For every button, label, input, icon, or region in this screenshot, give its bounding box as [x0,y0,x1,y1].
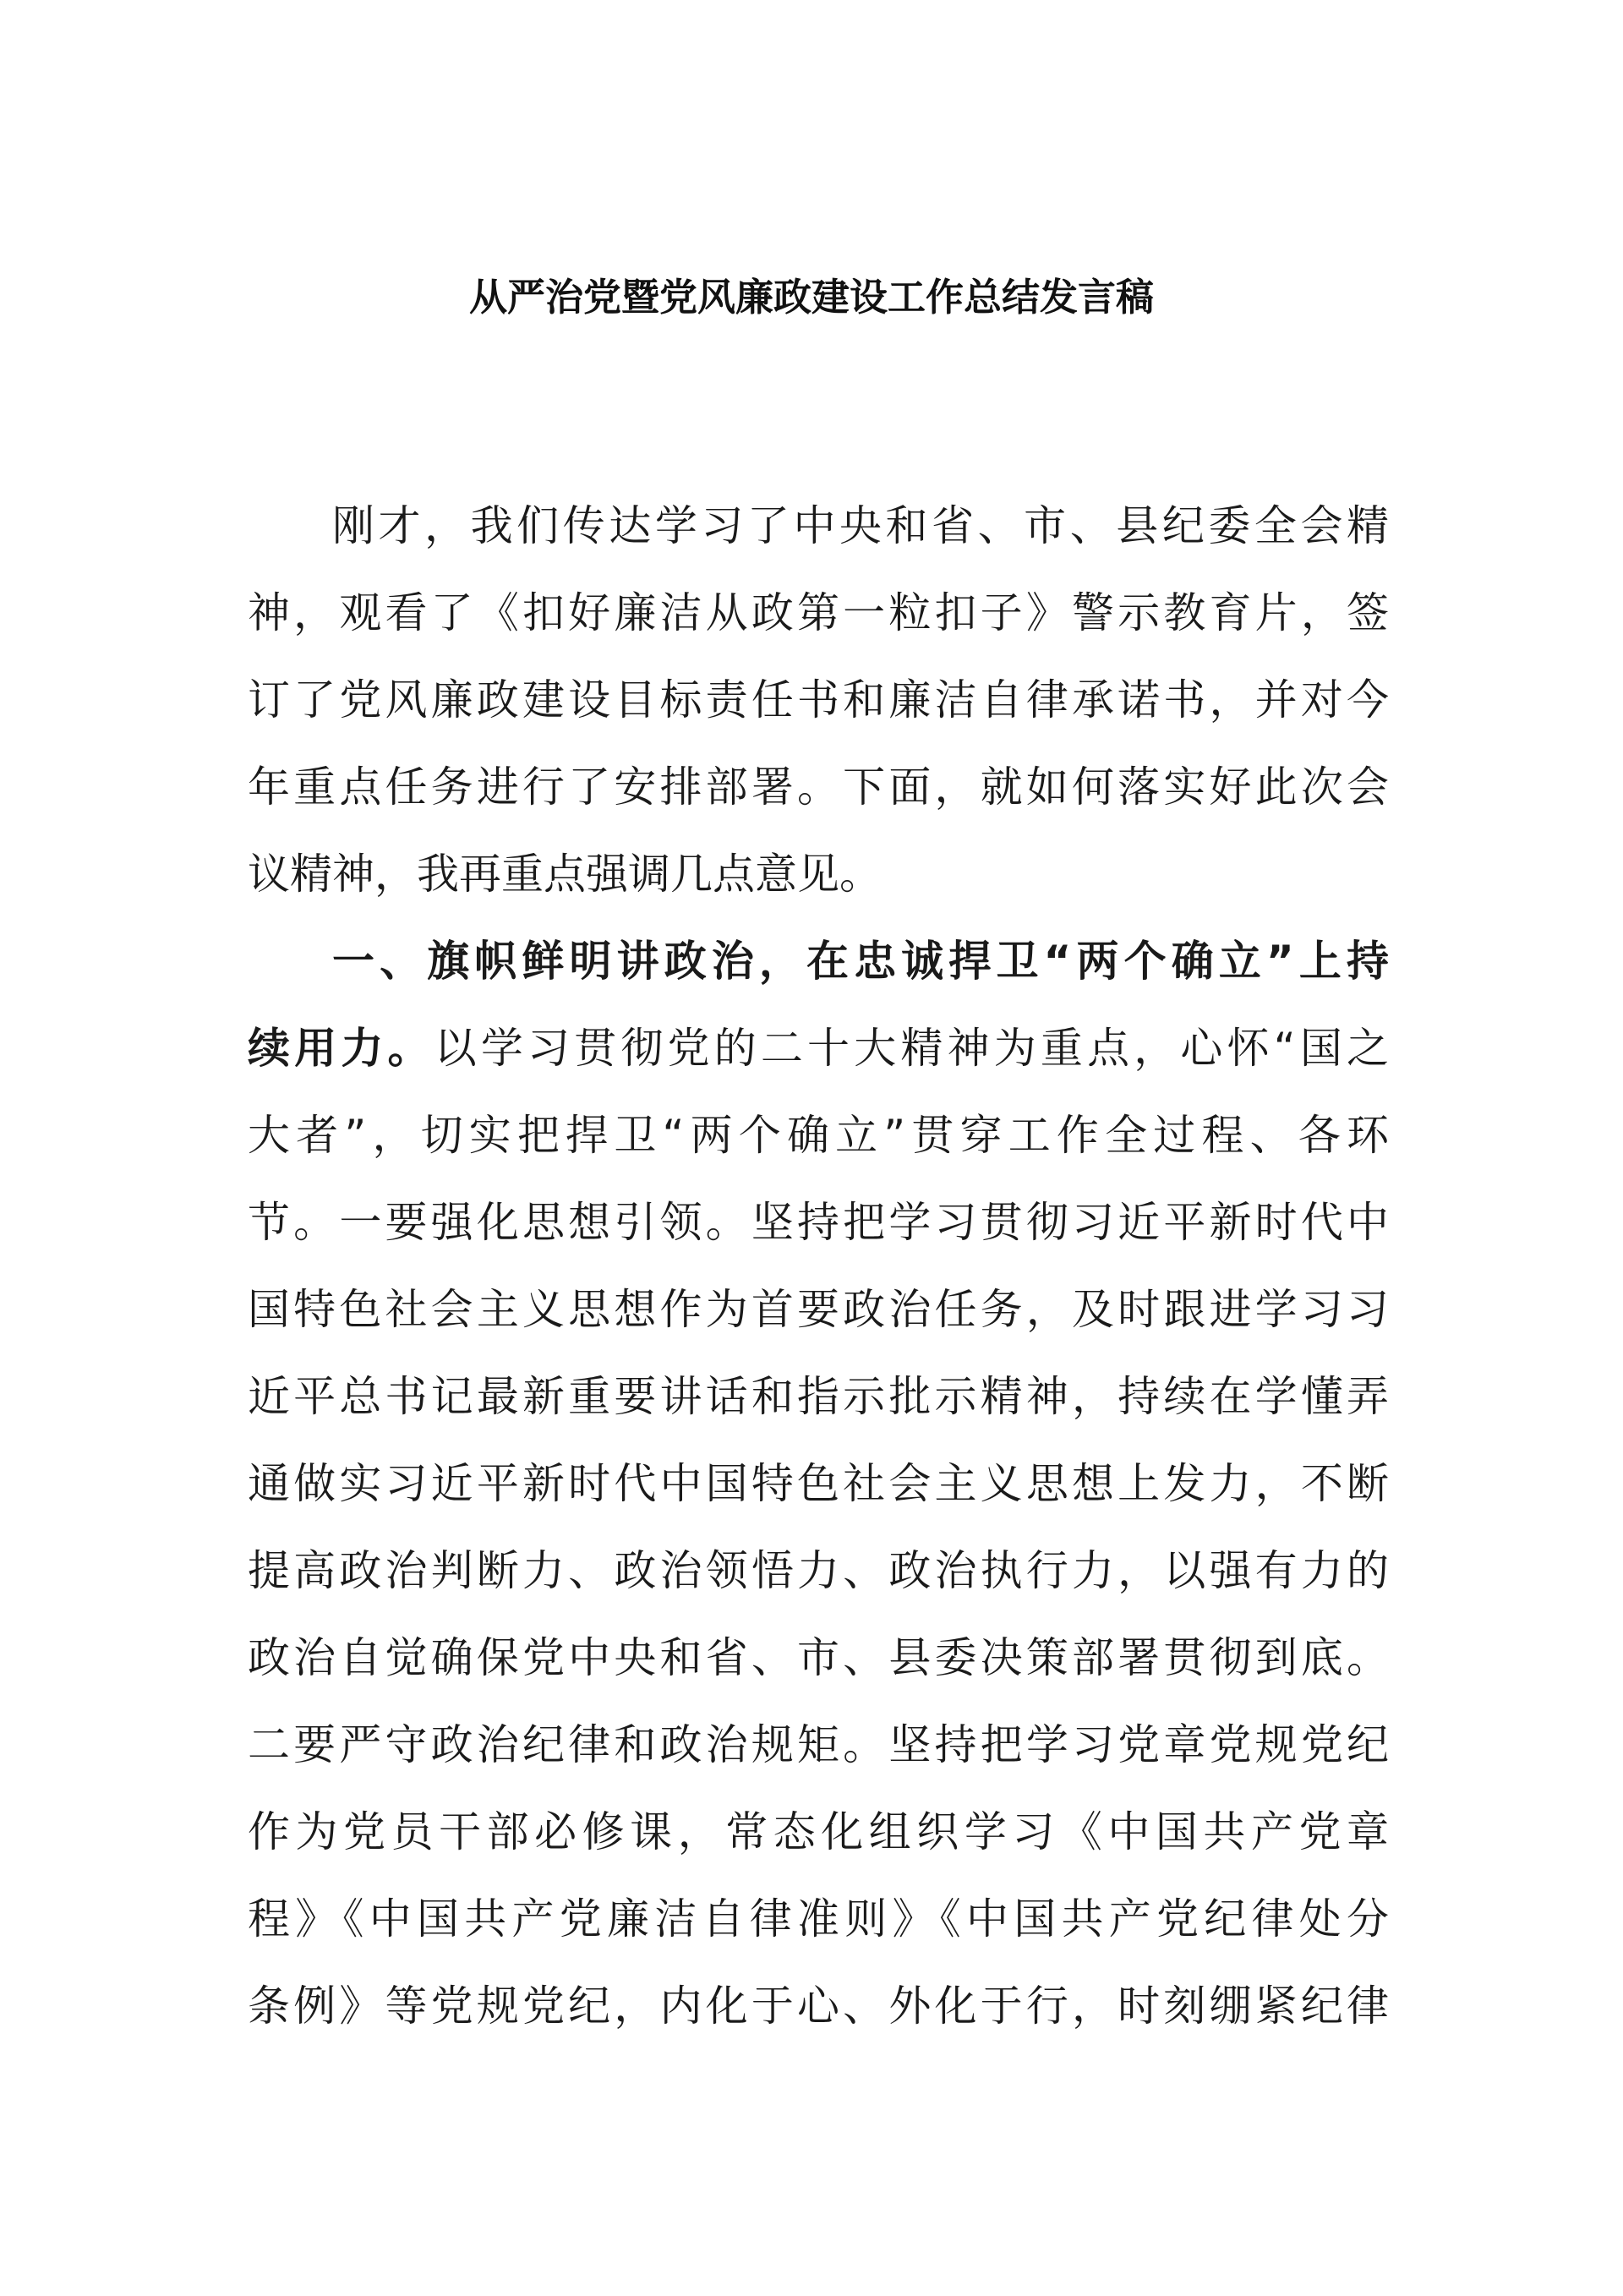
text-line: 条例》等党规党纪，内化于心、外化于行，时刻绷紧纪律 [248,1982,1389,2031]
text-line: 国特色社会主义思想作为首要政治任务，及时跟进学习习 [248,1285,1389,1334]
text-line: 程》《中国共产党廉洁自律准则》《中国共产党纪律处分 [248,1894,1389,1943]
document-body [248,483,1389,2050]
document-title: 从严治党暨党风廉政建设工作总结发言稿 [468,275,1154,320]
text-line: 订了党风廉政建设目标责任书和廉洁自律承诺书，并对今 [248,675,1389,724]
text-line: 议精神，我再重点强调几点意见。 [248,850,882,899]
text-line: 提高政治判断力、政治领悟力、政治执行力，以强有力的 [248,1546,1389,1595]
text-line: 作为党员干部必修课，常态化组织学习《中国共产党章 [248,1807,1389,1856]
text-line [248,1005,1389,1092]
text-line: 年重点任务进行了安排部署。下面，就如何落实好此次会 [248,763,1389,812]
text-line: 通做实习近平新时代中国特色社会主义思想上发力，不断 [248,1459,1389,1508]
text-line: 刚才，我们传达学习了中央和省、市、县纪委全会精 [332,501,1389,550]
text-line-rest: 以学习贯彻党的二十大精神为重点，心怀“国之 [434,1024,1390,1073]
text-line: 神，观看了《扣好廉洁从政第一粒扣子》警示教育片，签 [248,588,1389,637]
text-line: 政治自觉确保党中央和省、市、县委决策部署贯彻到底。 [248,1633,1389,1682]
text-line: 二要严守政治纪律和政治规矩。坚持把学习党章党规党纪 [248,1720,1389,1769]
section-heading-line: 一、旗帜鲜明讲政治，在忠诚捍卫“两个确立”上持 [332,937,1389,986]
text-line: 大者”，切实把捍卫“两个确立”贯穿工作全过程、各环 [248,1111,1389,1160]
text-line: 节。一要强化思想引领。坚持把学习贯彻习近平新时代中 [248,1198,1389,1247]
section-heading-tail: 续用力。 [248,1024,434,1073]
text-line: 近平总书记最新重要讲话和指示批示精神，持续在学懂弄 [248,1372,1389,1421]
